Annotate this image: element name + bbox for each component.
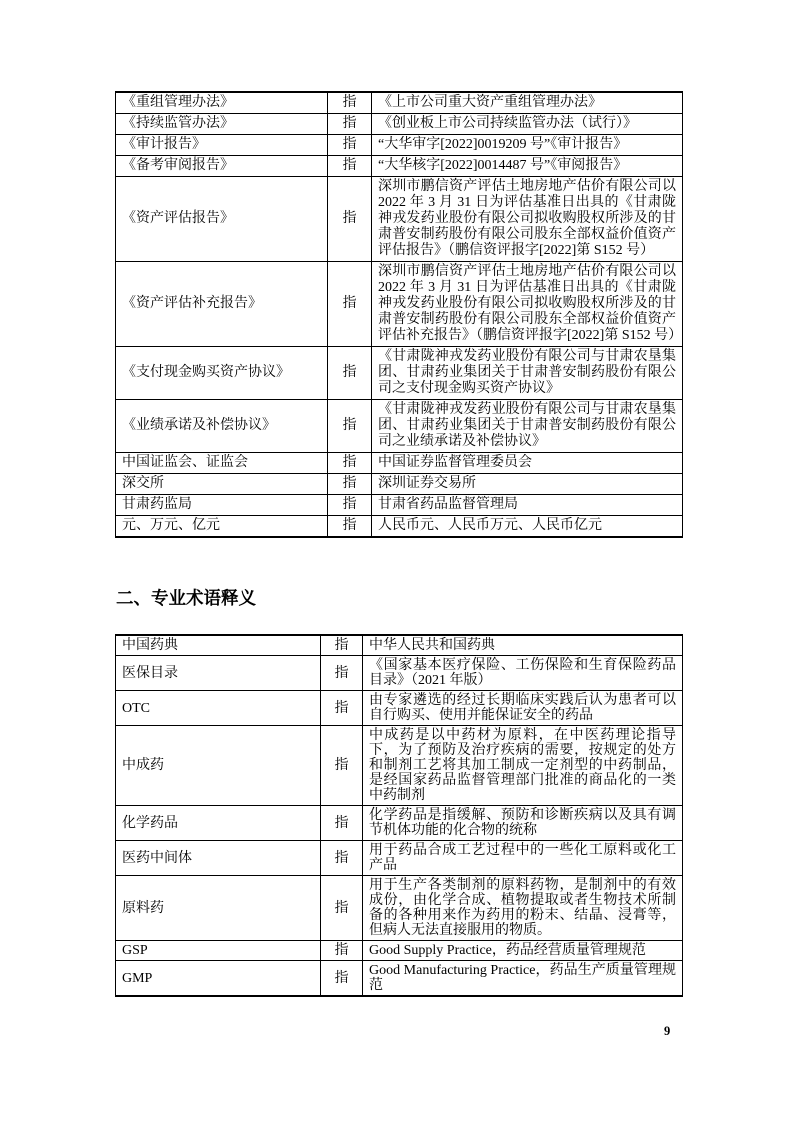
- definitions-table-terminology: [115, 634, 683, 997]
- table-row: [116, 941, 683, 961]
- term-cell: GSP: [116, 941, 321, 961]
- zhi-cell: 指: [328, 177, 372, 262]
- definition-cell: 用于生产各类制剂的原料药物，是制剂中的有效成份，由化学合成、植物提取或者生物技术所制备的各种用来作为药用的粉末、结晶、浸膏等，但病人无法直接服用的物质。: [363, 876, 683, 941]
- zhi-cell: 指: [321, 876, 363, 941]
- term-cell: 《持续监管办法》: [116, 114, 328, 135]
- table-row: [116, 474, 683, 495]
- term-cell: GMP: [116, 961, 321, 997]
- zhi-cell: 指: [328, 400, 372, 453]
- table-row: [116, 656, 683, 691]
- table-row: [116, 516, 683, 538]
- term-cell: 中国证监会、证监会: [116, 453, 328, 474]
- page-number: 9: [664, 1024, 671, 1038]
- term-cell: 《支付现金购买资产协议》: [116, 347, 328, 400]
- definition-cell: 中成药是以中药材为原料，在中医药理论指导下，为了预防及治疗疾病的需要，按规定的处方和制剂工艺将其加工制成一定剂型的中药制品，是经国家药品监督管理部门批准的商品化的一类中药制剂: [363, 726, 683, 806]
- table-row: [116, 635, 683, 656]
- term-cell: 原料药: [116, 876, 321, 941]
- table-row: [116, 495, 683, 516]
- zhi-cell: 指: [328, 262, 372, 347]
- zhi-cell: 指: [328, 347, 372, 400]
- table-row: [116, 135, 683, 156]
- table-row: [116, 114, 683, 135]
- term-cell: 甘肃药监局: [116, 495, 328, 516]
- definition-cell: 《国家基本医疗保险、工伤保险和生育保险药品目录》（2021 年版）: [363, 656, 683, 691]
- term-cell: 《重组管理办法》: [116, 92, 328, 114]
- term-cell: OTC: [116, 691, 321, 726]
- term-cell: 《业绩承诺及补偿协议》: [116, 400, 328, 453]
- table-row: [116, 726, 683, 806]
- table-row: [116, 841, 683, 876]
- definition-cell: “大华审字[2022]0019209 号”《审计报告》: [372, 135, 683, 156]
- table-row: [116, 262, 683, 347]
- table-row: [116, 400, 683, 453]
- definition-cell: 人民币元、人民币万元、人民币亿元: [372, 516, 683, 538]
- zhi-cell: 指: [321, 635, 363, 656]
- definition-cell: 甘肃省药品监督管理局: [372, 495, 683, 516]
- zhi-cell: 指: [321, 656, 363, 691]
- zhi-cell: 指: [328, 474, 372, 495]
- definition-cell: “大华核字[2022]0014487 号”《审阅报告》: [372, 156, 683, 177]
- definition-cell: 由专家遴选的经过长期临床实践后认为患者可以自行购买、使用并能保证安全的药品: [363, 691, 683, 726]
- definition-cell: Good Manufacturing Practice，药品生产质量管理规范: [363, 961, 683, 997]
- table-row: [116, 156, 683, 177]
- definition-cell: 中国证券监督管理委员会: [372, 453, 683, 474]
- term-cell: 《备考审阅报告》: [116, 156, 328, 177]
- table-row: [116, 691, 683, 726]
- section-title: 二、专业术语释义: [116, 588, 256, 608]
- zhi-cell: 指: [321, 961, 363, 997]
- table-row: [116, 453, 683, 474]
- table-row: [116, 92, 683, 114]
- definitions-table-general: [115, 91, 683, 538]
- term-cell: 《审计报告》: [116, 135, 328, 156]
- table-row: [116, 876, 683, 941]
- term-cell: 中成药: [116, 726, 321, 806]
- zhi-cell: 指: [328, 114, 372, 135]
- term-cell: 《资产评估补充报告》: [116, 262, 328, 347]
- definition-cell: 《甘肃陇神戎发药业股份有限公司与甘肃农垦集团、甘肃药业集团关于甘肃普安制药股份有限公司之业绩承诺及补偿协议》: [372, 400, 683, 453]
- zhi-cell: 指: [328, 453, 372, 474]
- definition-cell: 用于药品合成工艺过程中的一些化工原料或化工产品: [363, 841, 683, 876]
- term-cell: 《资产评估报告》: [116, 177, 328, 262]
- zhi-cell: 指: [328, 495, 372, 516]
- zhi-cell: 指: [328, 135, 372, 156]
- term-cell: 深交所: [116, 474, 328, 495]
- definition-cell: Good Supply Practice，药品经营质量管理规范: [363, 941, 683, 961]
- table-row: [116, 347, 683, 400]
- definition-cell: 化学药品是指缓解、预防和诊断疾病以及具有调节机体功能的化合物的统称: [363, 806, 683, 841]
- table-row: [116, 177, 683, 262]
- zhi-cell: 指: [321, 726, 363, 806]
- definition-cell: 中华人民共和国药典: [363, 635, 683, 656]
- table-row: [116, 961, 683, 997]
- term-cell: 中国药典: [116, 635, 321, 656]
- zhi-cell: 指: [321, 841, 363, 876]
- definition-cell: 《上市公司重大资产重组管理办法》: [372, 92, 683, 114]
- table-row: [116, 806, 683, 841]
- definition-cell: 《甘肃陇神戎发药业股份有限公司与甘肃农垦集团、甘肃药业集团关于甘肃普安制药股份有限公司之支付现金购买资产协议》: [372, 347, 683, 400]
- zhi-cell: 指: [321, 691, 363, 726]
- term-cell: 元、万元、亿元: [116, 516, 328, 538]
- zhi-cell: 指: [321, 941, 363, 961]
- zhi-cell: 指: [328, 156, 372, 177]
- zhi-cell: 指: [321, 806, 363, 841]
- term-cell: 化学药品: [116, 806, 321, 841]
- definition-cell: 《创业板上市公司持续监管办法（试行）》: [372, 114, 683, 135]
- definition-cell: 深圳市鹏信资产评估土地房地产估价有限公司以 2022 年 3 月 31 日为评估基准日出具的《甘肃陇神戎发药业股份有限公司拟收购股权所涉及的甘肃普安制药股份有限公司股东全部权益价值资产评估报告》（鹏信资评报字[2022]第 S152 号）: [372, 177, 683, 262]
- definition-cell: 深圳证券交易所: [372, 474, 683, 495]
- zhi-cell: 指: [328, 92, 372, 114]
- zhi-cell: 指: [328, 516, 372, 538]
- term-cell: 医药中间体: [116, 841, 321, 876]
- definition-cell: 深圳市鹏信资产评估土地房地产估价有限公司以 2022 年 3 月 31 日为评估基准日出具的《甘肃陇神戎发药业股份有限公司拟收购股权所涉及的甘肃普安制药股份有限公司股东全部权益价值资产评估补充报告》（鹏信资评报字[2022]第 S152 号）: [372, 262, 683, 347]
- term-cell: 医保目录: [116, 656, 321, 691]
